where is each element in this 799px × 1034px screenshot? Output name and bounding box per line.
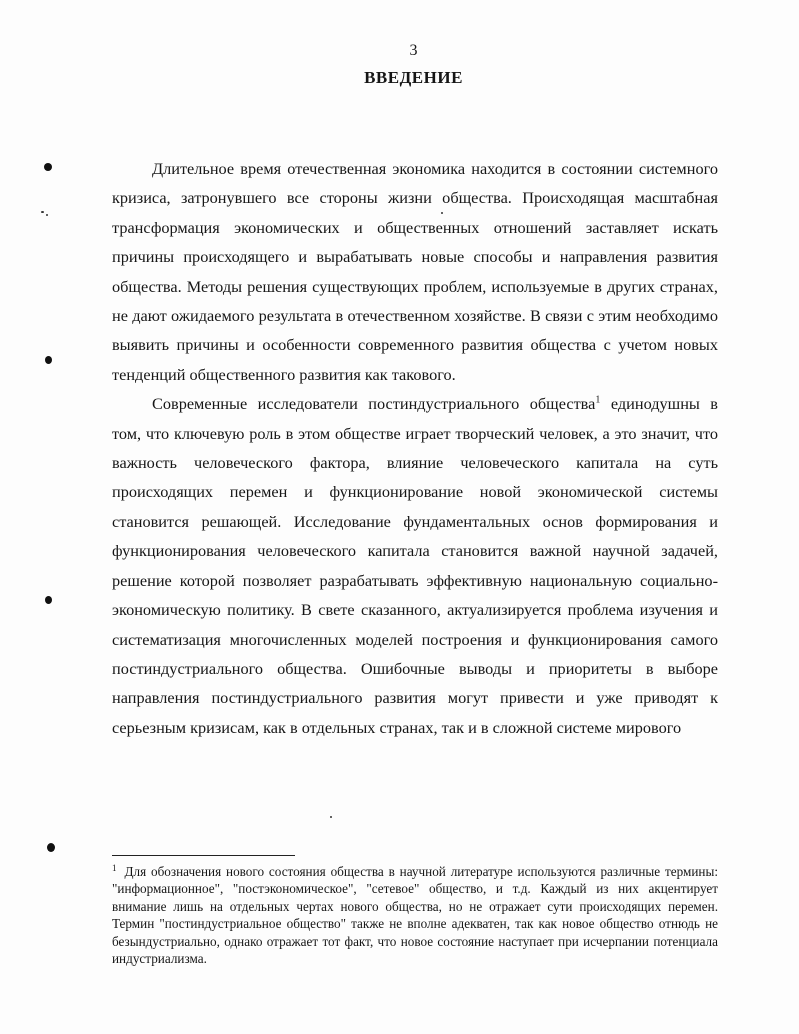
footnote-reference: 1 — [595, 394, 601, 406]
margin-mark — [47, 843, 55, 852]
page-title: ВВЕДЕНИЕ — [364, 68, 463, 87]
page-number: 3 — [409, 42, 418, 59]
margin-mark — [45, 596, 52, 604]
footnote-marker: 1 — [112, 862, 117, 873]
page-speck — [330, 816, 332, 818]
margin-mark — [44, 163, 52, 171]
margin-speck — [41, 211, 44, 213]
paragraph-2 — [112, 389, 718, 742]
paragraph-2-text-after-ref: единодушны в том, что ключевую роль в этом обществе играет творческий человек, а это значит, что важность человеческого фактора, влияние человеческого капитала на суть происходящих перемен и функционирование новой экономической системы становится решающей. Исследование фундаментальных основ формирования и функционирования человеческого капитала становится важной научной задачей, решение которой позволяет разрабатывать эффективную национальную социально-экономическую политику. В свете сказанного, актуализируется проблема изучения и систематизация многочисленных моделей построения и функционирования самого постиндустриального общества. Ошибочные выводы и приоритеты в выборе направления постиндустриального развития могут привести и уже приводят к серьезным кризисам, как в отдельных странах, так и в сложной системе мирового — [112, 394, 718, 737]
footnote-text: Для обозначения нового состояния общества в научной литературе используются различные термины: "информационное", "постэкономическое", "сетевое" общество, и т.д. Каждый из них акцентирует внимание лишь на отдельных чертах нового общества, но не отражает сути происходящих перемен. Термин "постиндустриальное общество" также не вполне адекватен, так как новое общество отнюдь не безындустриально, однако отражает тот факт, что новое состояние наступает при исчерпании потенциала индустриализма. — [112, 864, 718, 967]
paragraph-1: Длительное время отечественная экономика находится в состоянии системного кризиса, затронувшего все стороны жизни общества. Происходящая масштабная трансформация экономических и общественных отношений заставляет искать причины происходящего и вырабатывать новые способы и направления развития общества. Методы решения существующих проблем, используемые в других странах, не дают ожидаемого результата в отечественном хозяйстве. В связи с этим необходимо выявить причины и особенности современного развития общества с учетом новых тенденций общественного развития как такового. — [112, 159, 718, 384]
margin-speck — [46, 214, 48, 216]
margin-mark — [45, 356, 52, 364]
footnote — [112, 863, 718, 967]
main-text — [112, 154, 718, 742]
footnote-divider — [112, 855, 295, 856]
paragraph-2-text-before-ref: Современные исследователи постиндустриального общества — [152, 394, 596, 414]
